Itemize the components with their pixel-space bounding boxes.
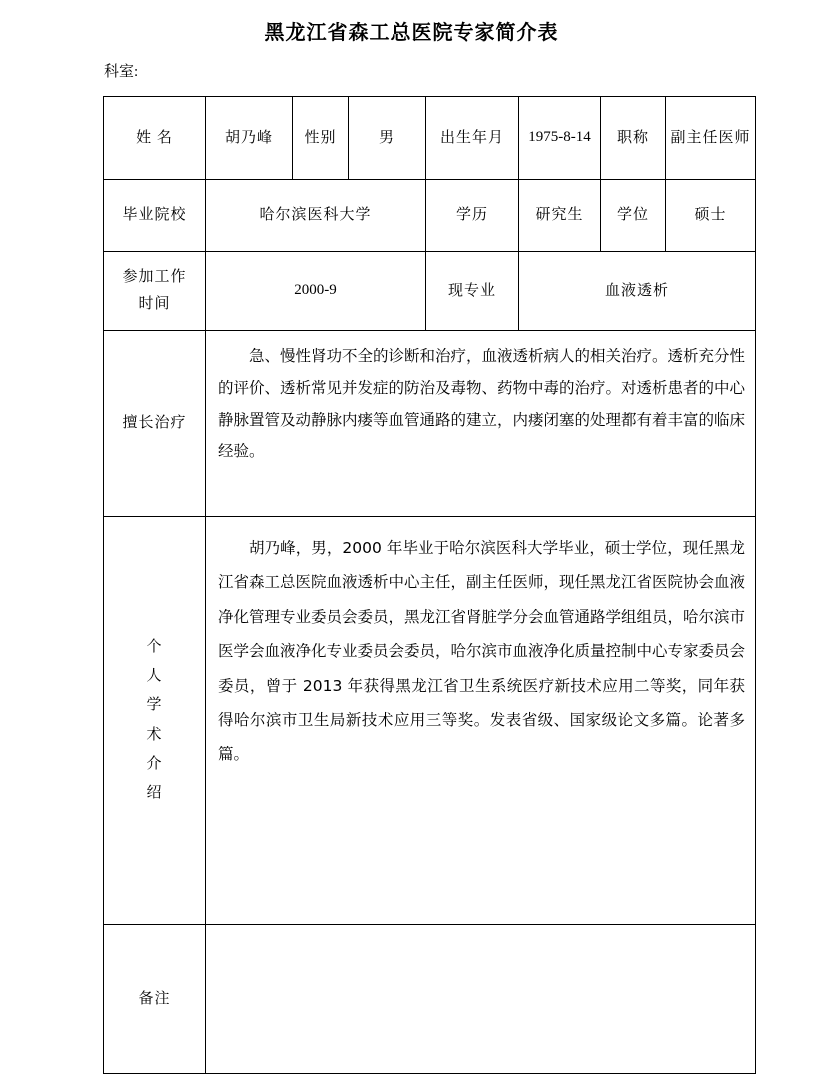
table-row-education [104,180,756,252]
school-value: 哈尔滨医科大学 [206,180,426,252]
table-row-name [104,97,756,180]
specialty-label: 现专业 [426,252,519,331]
biography-label-char-1: 人 [146,668,163,684]
school-label: 毕业院校 [104,180,206,252]
birth-label: 出生年月 [426,97,519,180]
academic-degree-value: 硕士 [666,180,756,252]
biography-label-cell [104,517,206,925]
table-row-biography [104,517,756,925]
job-title-label: 职称 [601,97,666,180]
skills-label: 擅长治疗 [104,331,206,517]
biography-label-char-2: 学 [146,697,163,714]
birth-value: 1975-8-14 [519,97,601,180]
degree-value: 研究生 [519,180,601,252]
biography-label-char-3: 术 [146,726,163,743]
name-label: 姓 名 [104,97,206,180]
department-line [104,60,360,81]
table-row-work [104,252,756,331]
expert-profile-table [103,96,756,1074]
page-title: 黑龙江省森工总医院专家简介表 [264,22,559,44]
degree-label: 学历 [426,180,519,252]
remark-text-cell [206,925,756,1074]
skills-text-cell [206,331,756,517]
academic-degree-label: 学位 [601,180,666,252]
skills-text: 急、慢性肾功不全的诊断和治疗，血液透析病人的相关治疗。透析充分性的评价、透析常见并发症的防治及毒物、药物中毒的治疗。对透析患者的中心静脉置管及动静脉内瘘等血管通路的建立，内瘘闭塞的处理都有着丰富的临床经验。 [218,347,746,461]
job-title-value: 副主任医师 [666,97,756,180]
biography-text: 胡乃峰，男，2000 年毕业于哈尔滨医科大学毕业，硕士学位，现任黑龙江省森工总医院血液透析中心主任，副主任医师，现任黑龙江省医院协会血液净化管理专业委员会委员，黑龙江省肾脏学分会血管通路学组组员，哈尔滨市医学会血液净化专业委员会委员，哈尔滨市血液净化质量控制中心专家委员会委员，曾于 2013 年获得黑龙江省卫生系统医疗新技术应用二等奖，同年获得哈尔滨市卫生局新技术应用三等奖。发表省级、国家级论文多篇。论著多篇。 [218,539,746,764]
work-start-value: 2000-9 [206,252,426,331]
specialty-value: 血液透析 [519,252,756,331]
work-start-label-line2: 时间 [138,296,171,312]
work-start-label [104,252,206,331]
biography-text-cell [206,517,756,925]
remark-label: 备注 [104,925,206,1074]
department-label: 科室: [104,64,139,80]
biography-label [104,517,205,924]
biography-label-char-0: 个 [146,638,163,655]
gender-label: 性别 [293,97,349,180]
table-row-skills [104,331,756,517]
name-value: 胡乃峰 [206,97,293,180]
table-row-remark [104,925,756,1074]
biography-label-char-4: 介 [146,755,163,772]
biography-label-char-5: 绍 [146,785,163,801]
work-start-label-line1: 参加工作 [122,269,187,285]
gender-value: 男 [349,97,426,180]
